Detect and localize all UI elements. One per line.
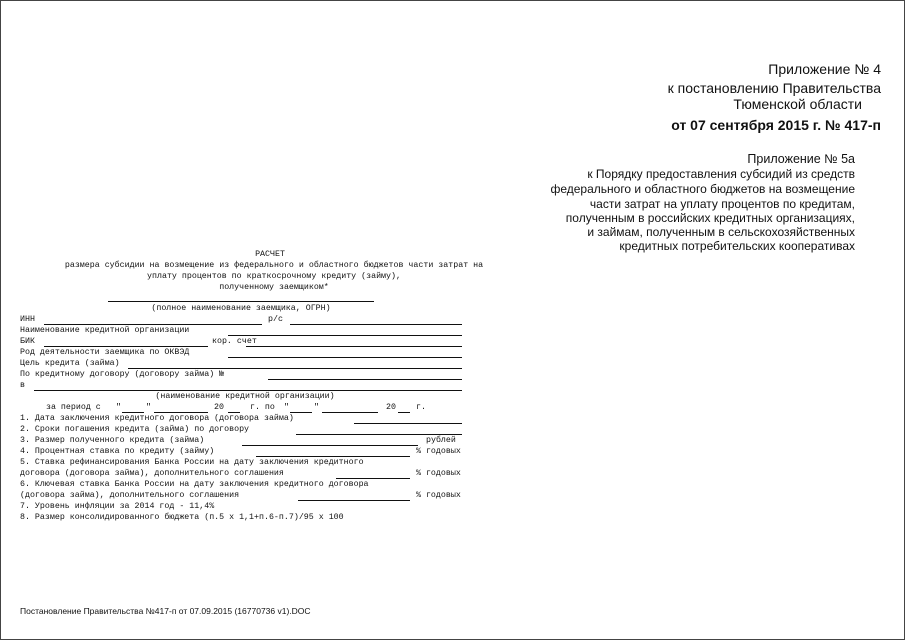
- item-2: 2. Сроки погашения кредита (займа) по договору: [20, 425, 250, 434]
- period-year-suffix: г.: [416, 403, 426, 412]
- item-5-line2: договора (договора займа), дополнительного соглашения: [20, 469, 284, 478]
- kor-field[interactable]: [246, 346, 462, 347]
- item-4-unit: % годовых: [416, 447, 461, 456]
- period-to-label: г. по: [250, 403, 275, 412]
- footer-doc-ref: Постановление Правительства №417-п от 07.09.2015 (16770736 v1).DOC: [20, 606, 311, 616]
- rs-field[interactable]: [290, 324, 462, 325]
- okved-label: Род деятельности заемщика по ОКВЭД: [20, 348, 190, 357]
- borrower-caption: (полное наименование заемщика, ОГРН): [151, 304, 331, 313]
- appendix5a-line: части затрат на уплату процентов по кредитам,: [589, 197, 855, 211]
- period-quote: ": [314, 403, 319, 412]
- inn-field[interactable]: [44, 324, 262, 325]
- item-6-line1: 6. Ключевая ставка Банка России на дату заключения кредитного договора: [20, 480, 369, 489]
- bank-field[interactable]: [228, 335, 462, 336]
- period-quote: ": [146, 403, 151, 412]
- period-label: за период с: [46, 403, 101, 412]
- kor-label: кор. счет: [212, 337, 257, 346]
- contract-label: По кредитному договору (договору займа) №: [20, 370, 225, 379]
- appendix4-line3: Тюменской области: [733, 96, 862, 112]
- item-4: 4. Процентная ставка по кредиту (займу): [20, 447, 215, 456]
- appendix4-title: Приложение № 4: [768, 61, 881, 77]
- item-4-field[interactable]: [256, 456, 410, 457]
- appendix4-line2: к постановлению Правительства: [667, 80, 881, 96]
- item-3: 3. Размер полученного кредита (займа): [20, 436, 205, 445]
- period-start-day[interactable]: [122, 412, 144, 413]
- appendix5a-title: Приложение № 5а: [747, 152, 855, 166]
- period-quote: ": [284, 403, 289, 412]
- bank-label: Наименование кредитной организации: [20, 326, 190, 335]
- period-year-prefix: 20: [214, 403, 224, 412]
- bik-field[interactable]: [44, 346, 208, 347]
- in-label: в: [20, 381, 25, 390]
- appendix4-date: от 07 сентября 2015 г. № 417-п: [671, 117, 881, 133]
- form-title: РАСЧЕТ: [255, 250, 285, 259]
- period-quote: ": [116, 403, 121, 412]
- item-3-unit: рублей: [426, 436, 456, 445]
- form-subtitle-line: размера субсидии на возмещение из федерального и областного бюджетов части затрат на: [64, 261, 484, 270]
- period-end-year[interactable]: [398, 412, 410, 413]
- purpose-field[interactable]: [128, 368, 462, 369]
- item-5-unit: % годовых: [416, 469, 461, 478]
- item-1: 1. Дата заключения кредитного договора (договора займа): [20, 414, 294, 423]
- item-8: 8. Размер консолидированного бюджета (п.5 х 1,1+п.6-п.7)/95 х 100: [20, 513, 344, 522]
- form-subtitle-line: уплату процентов по краткосрочному кредиту (займу),: [147, 272, 401, 281]
- item-2-field[interactable]: [296, 434, 462, 435]
- item-7: 7. Уровень инфляции за 2014 год - 11,4%: [20, 502, 215, 511]
- item-6-line2: (договора займа), дополнительного соглашения: [20, 491, 240, 500]
- borrower-name-line: [108, 301, 374, 302]
- credit-org-caption: (наименование кредитной организации): [155, 392, 335, 401]
- period-end-month[interactable]: [322, 412, 378, 413]
- item-5-line1: 5. Ставка рефинансирования Банка России на дату заключения кредитного: [20, 458, 364, 467]
- appendix5a-line: кредитных потребительских кооперативах: [619, 239, 855, 253]
- period-end-day[interactable]: [290, 412, 312, 413]
- period-year-prefix: 20: [386, 403, 396, 412]
- period-start-year[interactable]: [228, 412, 240, 413]
- appendix5a-line: и займам, полученным в сельскохозяйственных: [587, 225, 855, 239]
- purpose-label: Цель кредита (займа): [20, 359, 120, 368]
- bik-label: БИК: [20, 337, 35, 346]
- rs-label: р/с: [268, 315, 283, 324]
- period-start-month[interactable]: [154, 412, 208, 413]
- inn-label: ИНН: [20, 315, 35, 324]
- appendix5a-line: полученным в российских кредитных организациях,: [565, 211, 855, 225]
- item-6-field[interactable]: [298, 500, 410, 501]
- appendix5a-line: к Порядку предоставления субсидий из средств: [587, 167, 855, 181]
- form-subtitle-line: полученному заемщиком*: [219, 283, 329, 292]
- item-1-field[interactable]: [354, 423, 462, 424]
- item-3-field[interactable]: [242, 445, 418, 446]
- okved-field[interactable]: [228, 357, 462, 358]
- appendix5a-line: федерального и областного бюджетов на возмещение: [550, 182, 855, 196]
- credit-org-field[interactable]: [34, 390, 462, 391]
- item-5-field[interactable]: [336, 478, 410, 479]
- item-6-unit: % годовых: [416, 491, 461, 500]
- contract-field[interactable]: [268, 379, 462, 380]
